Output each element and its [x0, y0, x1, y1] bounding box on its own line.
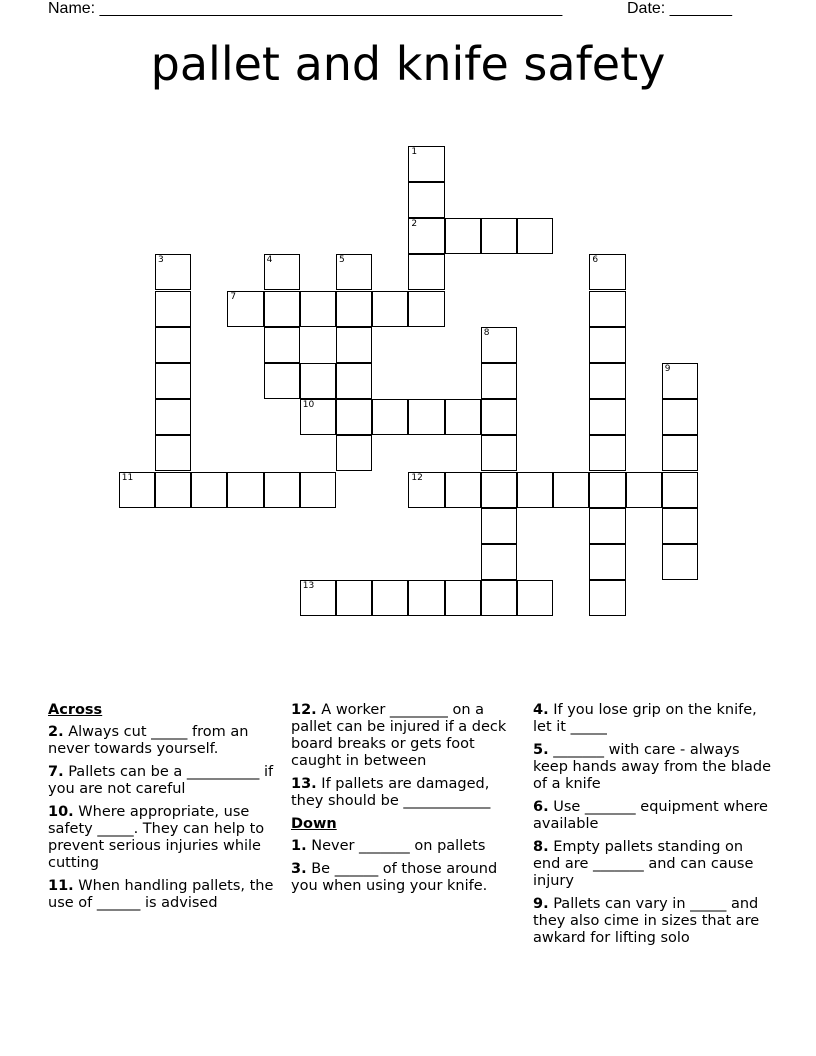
- across-clue: [48, 724, 276, 758]
- crossword-cell[interactable]: [408, 254, 444, 290]
- crossword-cell[interactable]: [662, 363, 698, 399]
- crossword-cell[interactable]: [155, 363, 191, 399]
- crossword-cell[interactable]: [155, 291, 191, 327]
- date-field-label: Date: _______: [627, 0, 732, 17]
- clue-text: Always cut _____ from an never towards yourself.: [48, 724, 249, 757]
- clues-column-1: [48, 702, 276, 918]
- crossword-cell[interactable]: [408, 146, 444, 182]
- crossword-cell[interactable]: [517, 580, 553, 616]
- crossword-cell[interactable]: [227, 472, 263, 508]
- across-clue: [48, 764, 276, 798]
- crossword-cell[interactable]: [589, 544, 625, 580]
- cell-number: 8: [483, 327, 490, 338]
- clue-number: 9.: [533, 896, 549, 912]
- down-clue: [291, 838, 523, 855]
- cell-number: 13: [302, 581, 315, 592]
- crossword-cell[interactable]: [408, 218, 444, 254]
- crossword-cell[interactable]: [589, 508, 625, 544]
- crossword-cell[interactable]: [264, 254, 300, 290]
- crossword-cell[interactable]: [589, 254, 625, 290]
- crossword-cell[interactable]: [336, 254, 372, 290]
- crossword-cell[interactable]: [589, 291, 625, 327]
- crossword-cell[interactable]: [589, 580, 625, 616]
- crossword-cell[interactable]: [589, 327, 625, 363]
- crossword-cell[interactable]: [300, 472, 336, 508]
- crossword-cell[interactable]: [155, 254, 191, 290]
- crossword-cell[interactable]: [264, 363, 300, 399]
- down-clue: [533, 702, 773, 736]
- crossword-cell[interactable]: [481, 508, 517, 544]
- crossword-cell[interactable]: [481, 218, 517, 254]
- crossword-cell[interactable]: [155, 327, 191, 363]
- clue-number: 13.: [291, 776, 317, 792]
- crossword-cell[interactable]: [662, 399, 698, 435]
- clue-number: 2.: [48, 724, 64, 740]
- crossword-cell[interactable]: [336, 291, 372, 327]
- clues-column-2: [291, 702, 523, 901]
- clue-text: Where appropriate, use safety _____. They can help to prevent serious injuries while cutting: [48, 804, 265, 871]
- crossword-cell[interactable]: [517, 218, 553, 254]
- crossword-cell[interactable]: [119, 472, 155, 508]
- cell-number: 5: [339, 255, 345, 266]
- crossword-cell[interactable]: [300, 291, 336, 327]
- crossword-cell[interactable]: [662, 508, 698, 544]
- crossword-cell[interactable]: [336, 327, 372, 363]
- crossword-cell[interactable]: [300, 399, 336, 435]
- crossword-cell[interactable]: [589, 363, 625, 399]
- crossword-cell[interactable]: [589, 435, 625, 471]
- cell-number: 7: [230, 291, 237, 302]
- crossword-cell[interactable]: [589, 472, 625, 508]
- clue-number: 3.: [291, 861, 307, 877]
- clue-text: A worker ________ on a pallet can be injured if a deck board breaks or gets foot caught in between: [291, 702, 507, 769]
- clue-text: Pallets can be a __________ if you are not careful: [48, 764, 274, 797]
- crossword-cell[interactable]: [481, 327, 517, 363]
- crossword-cell[interactable]: [481, 363, 517, 399]
- down-clue: [533, 896, 773, 947]
- down-heading: Down: [291, 816, 337, 832]
- cell-number: 11: [121, 472, 134, 483]
- crossword-cell[interactable]: [481, 580, 517, 616]
- cell-number: 2: [411, 219, 418, 230]
- clue-number: 4.: [533, 702, 549, 718]
- clue-text: Use _______ equipment where available: [533, 799, 768, 832]
- crossword-cell[interactable]: [662, 544, 698, 580]
- cell-number: 1: [411, 146, 418, 157]
- crossword-cell[interactable]: [264, 472, 300, 508]
- crossword-cell[interactable]: [445, 580, 481, 616]
- clue-text: Never _______ on pallets: [311, 838, 486, 854]
- crossword-cell[interactable]: [517, 472, 553, 508]
- crossword-cell[interactable]: [408, 182, 444, 218]
- crossword-cell[interactable]: [662, 435, 698, 471]
- across-clue: [48, 804, 276, 872]
- clues-column-3: [533, 702, 773, 953]
- crossword-cell[interactable]: [336, 399, 372, 435]
- crossword-cell[interactable]: [155, 399, 191, 435]
- crossword-cell[interactable]: [155, 435, 191, 471]
- name-field-label: Name: ____________________________________________________: [48, 0, 563, 17]
- cell-number: 4: [266, 255, 273, 266]
- clue-number: 8.: [533, 839, 549, 855]
- clue-text: Empty pallets standing on end are _______ and can cause injury: [533, 839, 754, 889]
- crossword-cell[interactable]: [372, 291, 408, 327]
- cell-number: 10: [302, 400, 315, 411]
- down-clue: [533, 742, 773, 793]
- crossword-cell[interactable]: [155, 472, 191, 508]
- crossword-cell[interactable]: [445, 218, 481, 254]
- clue-text: _______ with care - always keep hands away from the blade of a knife: [533, 742, 771, 792]
- crossword-cell[interactable]: [445, 399, 481, 435]
- crossword-cell[interactable]: [191, 472, 227, 508]
- across-clue: [291, 702, 523, 770]
- across-clue: [291, 776, 523, 810]
- down-clue: [291, 861, 523, 895]
- crossword-cell[interactable]: [662, 472, 698, 508]
- cell-number: 6: [592, 255, 599, 266]
- across-heading: Across: [48, 702, 103, 718]
- clue-text: If you lose grip on the knife, let it _____: [533, 702, 757, 735]
- crossword-cell[interactable]: [336, 363, 372, 399]
- crossword-cell[interactable]: [626, 472, 662, 508]
- clue-number: 10.: [48, 804, 74, 820]
- crossword-cell[interactable]: [445, 472, 481, 508]
- clue-text: When handling pallets, the use of ______ is advised: [48, 878, 274, 911]
- crossword-cell[interactable]: [481, 544, 517, 580]
- clue-number: 5.: [533, 742, 549, 758]
- clue-number: 6.: [533, 799, 549, 815]
- crossword-cell[interactable]: [553, 472, 589, 508]
- crossword-cell[interactable]: [300, 580, 336, 616]
- crossword-cell[interactable]: [336, 580, 372, 616]
- clue-number: 12.: [291, 702, 317, 718]
- crossword-cell[interactable]: [336, 435, 372, 471]
- crossword-cell[interactable]: [589, 399, 625, 435]
- crossword-cell[interactable]: [300, 363, 336, 399]
- crossword-cell[interactable]: [227, 291, 263, 327]
- crossword-cell[interactable]: [408, 291, 444, 327]
- crossword-cell[interactable]: [264, 327, 300, 363]
- page-title: pallet and knife safety: [150, 37, 666, 91]
- clue-text: Be ______ of those around you when using your knife.: [291, 861, 498, 894]
- cell-number: 12: [411, 472, 423, 483]
- crossword-cell[interactable]: [408, 472, 444, 508]
- clue-number: 1.: [291, 838, 307, 854]
- across-clue: [48, 878, 276, 912]
- crossword-cell[interactable]: [264, 291, 300, 327]
- down-clue: [533, 799, 773, 833]
- clue-text: Pallets can vary in _____ and they also cime in sizes that are awkard for lifting solo: [533, 896, 760, 946]
- clue-number: 11.: [48, 878, 74, 894]
- clue-text: If pallets are damaged, they should be ____________: [291, 776, 491, 809]
- crossword-cell[interactable]: [372, 399, 408, 435]
- crossword-cell[interactable]: [481, 472, 517, 508]
- crossword-cell[interactable]: [408, 399, 444, 435]
- cell-number: 3: [158, 255, 164, 266]
- crossword-cell[interactable]: [372, 580, 408, 616]
- cell-number: 9: [664, 363, 671, 374]
- down-clue: [533, 839, 773, 890]
- clue-number: 7.: [48, 764, 64, 780]
- crossword-cell[interactable]: [481, 435, 517, 471]
- crossword-cell[interactable]: [408, 580, 444, 616]
- crossword-cell[interactable]: [481, 399, 517, 435]
